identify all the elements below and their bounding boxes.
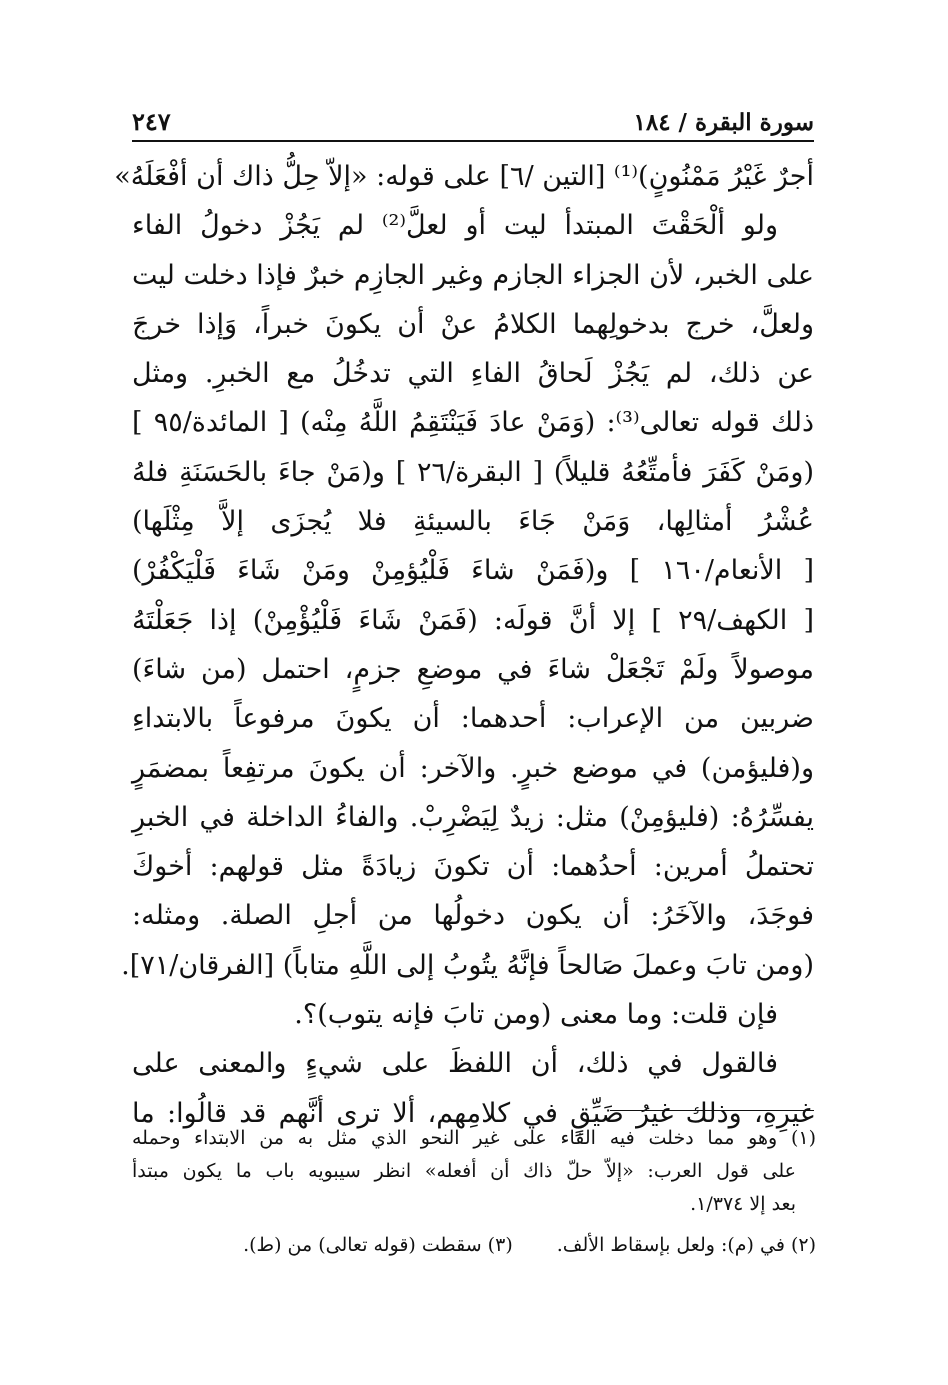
text-line: فالقول في ذلك، أن اللفظَ على شيءٍ والمعنى على — [132, 1048, 778, 1080]
text-line: أجرٌ غَيْرُ مَمْنُونٍ)⁽¹⁾ [التين /٦] على قوله: «إلاّ حِلُّ ذاك أن أفْعَلَهُ» — [114, 161, 814, 192]
footnote-rule — [610, 1110, 814, 1111]
footnote-1-line: على قول العرب: «إلاّ حلّ ذاك أن أفعله» انظر سيبويه باب ما يكون مبتدأ — [132, 1160, 796, 1182]
footnote-3: (٣) سقطت (قوله تعالى) من (ط). — [243, 1234, 513, 1256]
footnote-pair — [132, 1229, 816, 1262]
main-text — [114, 152, 814, 1138]
text-line: غيرِهِ، وذلك غيرُ ضَيِّقٍ في كلامِهم، ألا ترى أنَّهم قد قالُوا: ما — [132, 1097, 814, 1129]
running-title: سورة البقرة / ١٨٤ — [633, 109, 814, 136]
footnote-1-line: (١) وهو مما دخلت فيه الفاء على غير النحو الذي مثل به من الابتداء وحمله — [132, 1127, 816, 1149]
text-line: فإن قلت: وما معنى (ومن تابَ فإنه يتوب)؟. — [294, 999, 778, 1031]
text-line: (ومن تابَ وعملَ صَالحاً فإنَّهُ يتُوبُ إلى اللَّهِ متاباً) [الفرقان/٧١]. — [121, 949, 814, 981]
text-line: تحتملُ أمرين: أحدُهما: أن تكونَ زيادَةً مثل قولهم: أخوكَ — [132, 851, 814, 883]
page-header — [132, 96, 814, 136]
text-line: ولعلَّ، خرج بدخولِهما الكلامُ عنْ أن يكونَ خبراً، وَإذا خرجَ — [132, 308, 814, 340]
text-line: و(فليؤمن) في موضع خبرٍ. والآخر: أن يكونَ مرتفِعاً بمضمَرٍ — [132, 752, 814, 784]
text-line: [ الأنعام/١٦٠ ] و(فَمَنْ شاءَ فَلْيُؤمِنْ ومَنْ شَاءَ فَلْيَكْفُرْ) — [132, 555, 814, 587]
header-rule — [132, 140, 814, 142]
text-line: موصولاً ولَمْ تَجْعَلْ شاءَ في موضعِ جزمٍ، احتمل (من شاءَ) — [132, 653, 814, 685]
text-line: فوجَدَ، والآخَرُ: أن يكون دخولُها من أجلِ الصلة. ومثله: — [132, 900, 814, 932]
text-line: ولو ألْحَقْتَ المبتدأ ليت أو لعلَّ⁽²⁾ لم يَجُزْ دخولُ الفاء — [132, 210, 778, 242]
page-number: ٢٤٧ — [132, 107, 171, 136]
text-line: ذلك قوله تعالى⁽³⁾: (وَمَنْ عادَ فَيَنْتَقِمُ اللَّهُ مِنْه) [ المائدة/٩٥ ] — [132, 407, 814, 439]
text-line: عن ذلك، لم يَجُزْ لَحاقُ الفاءِ التي تدخُلُ مع الخبرِ. ومثل — [132, 358, 814, 390]
footnote-1-line: بعد إلا ١/٣٧٤. — [690, 1193, 796, 1215]
footnotes — [132, 1122, 816, 1262]
footnote-2: (٢) في (م): ولعل بإسقاط الألف. — [556, 1234, 816, 1256]
text-line: عُشْرُ أمثالِها، وَمَنْ جَاءَ بالسيئةِ فلا يُجزَى إلاَّ مِثْلَها) — [132, 506, 814, 538]
text-line: (ومَنْ كَفَرَ فأمتِّعُهُ قليلاً) [ البقرة/٢٦ ] و(مَنْ جاءَ بالحَسَنَةِ فلهُ — [132, 456, 814, 488]
text-line: [ الكهف/٢٩ ] إلا أنَّ قولَه: (فَمَنْ شَاءَ فَلْيُؤْمِنْ) إذا جَعَلْتَهُ — [132, 604, 814, 636]
text-line: على الخبر، لأن الجزاء الجازم وغير الجازِم خبرٌ فإذا دخلت ليت — [132, 259, 814, 291]
text-line: ضربين من الإعراب: أحدهما: أن يكونَ مرفوعاً بالابتداءِ — [132, 703, 814, 735]
text-line: يفسِّرُهُ: (فليؤمِنْ) مثل: زيدٌ لِيَضْرِبْ. والفاءُ الداخلة في الخبرِ — [132, 801, 814, 833]
